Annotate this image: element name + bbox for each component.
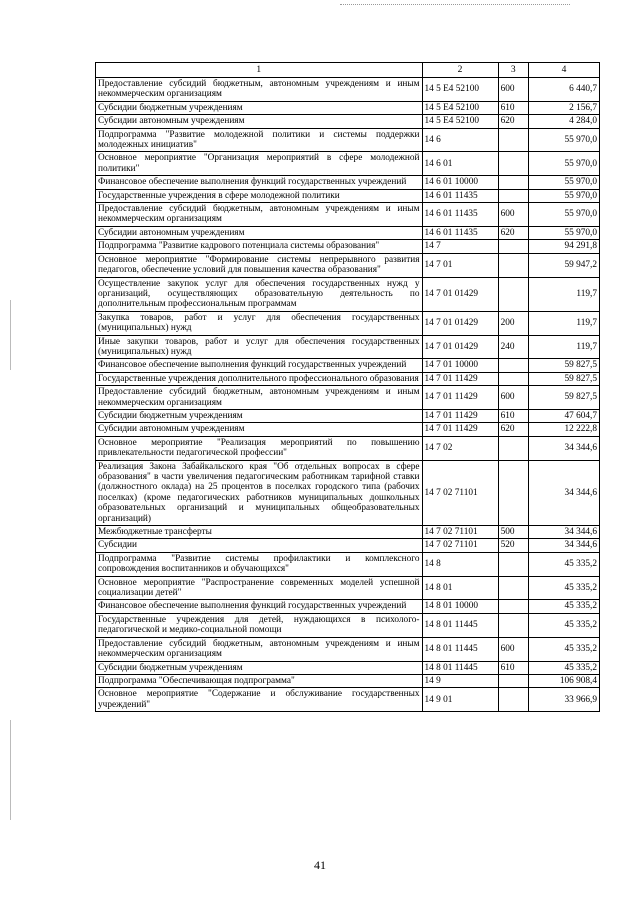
row-name-cell: Государственные учреждения дополнительного профессионального образования (96, 372, 423, 385)
page-number: 41 (314, 858, 326, 872)
table-row (96, 552, 600, 576)
row-name-cell: Подпрограмма "Развитие системы профилактики и комплексного сопровождения воспитанников и обучающихся" (96, 552, 423, 576)
row-type-cell: 620 (498, 115, 528, 128)
header-cell-2: 2 (422, 63, 498, 78)
row-code-cell: 14 7 (422, 240, 498, 253)
row-code-cell: 14 9 (422, 674, 498, 687)
table-row (96, 226, 600, 239)
row-sum-cell: 45 335,2 (529, 613, 600, 637)
row-name-cell: Субсидии бюджетным учреждениям (96, 661, 423, 674)
row-code-cell: 14 7 02 71101 (422, 526, 498, 539)
row-type-cell (498, 128, 528, 152)
header-cell-4: 4 (529, 63, 600, 78)
row-code-cell: 14 7 01 10000 (422, 359, 498, 372)
row-type-cell: 500 (498, 526, 528, 539)
row-type-cell (498, 152, 528, 176)
table-row (96, 600, 600, 613)
row-name-cell: Подпрограмма "Развитие кадрового потенциала системы образования" (96, 240, 423, 253)
row-code-cell: 14 6 (422, 128, 498, 152)
row-name-cell: Иные закупки товаров, работ и услуг для обеспечения государственных (муниципальных) нужд (96, 335, 423, 359)
table-row (96, 101, 600, 114)
header-cell-1: 1 (96, 63, 423, 78)
row-sum-cell: 34 344,6 (529, 539, 600, 552)
row-code-cell: 14 8 01 11445 (422, 637, 498, 661)
row-name-cell: Государственные учреждения для детей, нуждающихся в психолого-педагогической и медико-социальной помощи (96, 613, 423, 637)
row-type-cell (498, 552, 528, 576)
header-row (96, 63, 600, 78)
row-code-cell: 14 8 01 10000 (422, 600, 498, 613)
row-sum-cell: 55 970,0 (529, 176, 600, 189)
row-name-cell: Основное мероприятие "Организация мероприятий в сфере молодежной политики" (96, 152, 423, 176)
row-code-cell: 14 7 01 01429 (422, 335, 498, 359)
table-row (96, 409, 600, 422)
row-name-cell: Финансовое обеспечение выполнения функций государственных учреждений (96, 176, 423, 189)
table-row (96, 78, 600, 102)
row-code-cell: 14 5 Е4 52100 (422, 78, 498, 102)
row-name-cell: Реализация Закона Забайкальского края "Об отдельных вопросах в сфере образования" в части увеличения педагогическим работникам тарифной ставки (должностного оклада) на 25 процентов в поселках городского типа (рабочих поселках) (кроме педагогических работников муниципальных дошкольных образовательных организаций и муниципальных общеобразовательных организаций) (96, 460, 423, 525)
row-code-cell: 14 9 01 (422, 688, 498, 712)
row-name-cell: Межбюджетные трансферты (96, 526, 423, 539)
table-row (96, 359, 600, 372)
row-code-cell: 14 7 02 71101 (422, 539, 498, 552)
budget-table (95, 62, 600, 712)
row-name-cell: Субсидии автономным учреждениям (96, 423, 423, 436)
table-row (96, 176, 600, 189)
row-code-cell: 14 7 02 (422, 436, 498, 460)
row-sum-cell: 119,7 (529, 335, 600, 359)
row-type-cell: 600 (498, 637, 528, 661)
row-type-cell: 610 (498, 661, 528, 674)
row-code-cell: 14 7 01 11429 (422, 409, 498, 422)
row-code-cell: 14 7 01 11429 (422, 386, 498, 410)
row-type-cell (498, 176, 528, 189)
row-name-cell: Финансовое обеспечение выполнения функций государственных учреждений (96, 359, 423, 372)
table-row (96, 128, 600, 152)
row-name-cell: Финансовое обеспечение выполнения функций государственных учреждений (96, 600, 423, 613)
row-sum-cell: 59 827,5 (529, 372, 600, 385)
row-code-cell: 14 7 01 01429 (422, 311, 498, 335)
row-code-cell: 14 5 Е4 52100 (422, 115, 498, 128)
row-code-cell: 14 7 01 01429 (422, 277, 498, 311)
table-row (96, 526, 600, 539)
row-type-cell (498, 240, 528, 253)
row-name-cell: Закупка товаров, работ и услуг для обеспечения государственных (муниципальных) нужд (96, 311, 423, 335)
row-type-cell: 610 (498, 409, 528, 422)
header-cell-3: 3 (498, 63, 528, 78)
row-sum-cell: 45 335,2 (529, 576, 600, 600)
row-name-cell: Предоставление субсидий бюджетным, автономным учреждениям и иным некоммерческим организациям (96, 637, 423, 661)
margin-line (10, 720, 11, 820)
table-row (96, 189, 600, 202)
row-sum-cell: 34 344,6 (529, 436, 600, 460)
table-row (96, 688, 600, 712)
table-row (96, 423, 600, 436)
table-row (96, 576, 600, 600)
table-body (96, 63, 600, 712)
row-sum-cell: 6 440,7 (529, 78, 600, 102)
row-type-cell (498, 688, 528, 712)
row-code-cell: 14 8 01 (422, 576, 498, 600)
row-code-cell: 14 5 Е4 52100 (422, 101, 498, 114)
row-code-cell: 14 8 01 11445 (422, 613, 498, 637)
row-type-cell (498, 359, 528, 372)
row-name-cell: Субсидии (96, 539, 423, 552)
row-type-cell: 620 (498, 423, 528, 436)
row-sum-cell: 59 827,5 (529, 386, 600, 410)
row-type-cell: 600 (498, 203, 528, 227)
row-type-cell: 520 (498, 539, 528, 552)
row-sum-cell: 94 291,8 (529, 240, 600, 253)
row-sum-cell: 55 970,0 (529, 189, 600, 202)
table-row (96, 613, 600, 637)
row-code-cell: 14 7 01 11429 (422, 423, 498, 436)
table-row (96, 203, 600, 227)
row-name-cell: Субсидии бюджетным учреждениям (96, 101, 423, 114)
row-code-cell: 14 6 01 11435 (422, 189, 498, 202)
table-row (96, 386, 600, 410)
row-type-cell (498, 436, 528, 460)
row-name-cell: Основное мероприятие "Реализация мероприятий по повышению привлекательности педагогической профессии" (96, 436, 423, 460)
row-name-cell: Субсидии бюджетным учреждениям (96, 409, 423, 422)
row-name-cell: Подпрограмма "Обеспечивающая подпрограмма" (96, 674, 423, 687)
row-sum-cell: 106 908,4 (529, 674, 600, 687)
row-name-cell: Предоставление субсидий бюджетным, автономным учреждениям и иным некоммерческим организациям (96, 78, 423, 102)
row-sum-cell: 47 604,7 (529, 409, 600, 422)
row-sum-cell: 119,7 (529, 311, 600, 335)
row-code-cell: 14 8 01 11445 (422, 661, 498, 674)
row-sum-cell: 55 970,0 (529, 152, 600, 176)
row-type-cell (498, 674, 528, 687)
table-row (96, 335, 600, 359)
row-name-cell: Субсидии автономным учреждениям (96, 115, 423, 128)
row-code-cell: 14 6 01 11435 (422, 203, 498, 227)
row-type-cell: 620 (498, 226, 528, 239)
row-sum-cell: 34 344,6 (529, 460, 600, 525)
row-name-cell: Предоставление субсидий бюджетным, автономным учреждениям и иным некоммерческим организациям (96, 203, 423, 227)
row-code-cell: 14 7 02 71101 (422, 460, 498, 525)
row-sum-cell: 119,7 (529, 277, 600, 311)
row-type-cell: 610 (498, 101, 528, 114)
row-code-cell: 14 6 01 (422, 152, 498, 176)
row-sum-cell: 4 284,0 (529, 115, 600, 128)
row-sum-cell: 59 827,5 (529, 359, 600, 372)
row-type-cell (498, 277, 528, 311)
row-type-cell (498, 613, 528, 637)
table-row (96, 115, 600, 128)
row-sum-cell: 55 970,0 (529, 203, 600, 227)
row-name-cell: Государственные учреждения в сфере молодежной политики (96, 189, 423, 202)
row-name-cell: Осуществление закупок услуг для обеспечения государственных нужд у организаций, осуществляющих образовательную деятельность по дополнительным профессиональным программам (96, 277, 423, 311)
row-name-cell: Основное мероприятие "Распространение современных моделей успешной социализации детей" (96, 576, 423, 600)
row-sum-cell: 34 344,6 (529, 526, 600, 539)
row-code-cell: 14 7 01 (422, 253, 498, 277)
table-row (96, 436, 600, 460)
row-code-cell: 14 7 01 11429 (422, 372, 498, 385)
row-sum-cell: 59 947,2 (529, 253, 600, 277)
row-sum-cell: 2 156,7 (529, 101, 600, 114)
row-sum-cell: 45 335,2 (529, 661, 600, 674)
row-type-cell (498, 189, 528, 202)
row-sum-cell: 45 335,2 (529, 600, 600, 613)
top-edge-artifact (340, 4, 570, 5)
table-row (96, 253, 600, 277)
table-row (96, 661, 600, 674)
row-name-cell: Основное мероприятие "Формирование системы непрерывного развития педагогов, обеспечение условий для повышения качества образования" (96, 253, 423, 277)
row-code-cell: 14 6 01 10000 (422, 176, 498, 189)
row-sum-cell: 45 335,2 (529, 637, 600, 661)
row-type-cell: 600 (498, 78, 528, 102)
table-row (96, 539, 600, 552)
row-name-cell: Подпрограмма "Развитие молодежной политики и системы поддержки молодежных инициатив" (96, 128, 423, 152)
row-code-cell: 14 8 (422, 552, 498, 576)
margin-line (10, 300, 11, 370)
row-sum-cell: 55 970,0 (529, 226, 600, 239)
row-sum-cell: 33 966,9 (529, 688, 600, 712)
table-row (96, 372, 600, 385)
table-row (96, 637, 600, 661)
row-sum-cell: 55 970,0 (529, 128, 600, 152)
row-type-cell (498, 372, 528, 385)
row-name-cell: Субсидии автономным учреждениям (96, 226, 423, 239)
row-name-cell: Предоставление субсидий бюджетным, автономным учреждениям и иным некоммерческим организациям (96, 386, 423, 410)
row-name-cell: Основное мероприятие "Содержание и обслуживание государственных учреждений" (96, 688, 423, 712)
row-type-cell: 600 (498, 386, 528, 410)
table-row (96, 311, 600, 335)
row-type-cell: 200 (498, 311, 528, 335)
table-row (96, 277, 600, 311)
row-sum-cell: 45 335,2 (529, 552, 600, 576)
row-type-cell (498, 253, 528, 277)
row-sum-cell: 12 222,8 (529, 423, 600, 436)
table-row (96, 240, 600, 253)
table-row (96, 674, 600, 687)
row-type-cell: 240 (498, 335, 528, 359)
table-row (96, 152, 600, 176)
row-type-cell (498, 576, 528, 600)
row-type-cell (498, 600, 528, 613)
table-row (96, 460, 600, 525)
row-code-cell: 14 6 01 11435 (422, 226, 498, 239)
row-type-cell (498, 460, 528, 525)
